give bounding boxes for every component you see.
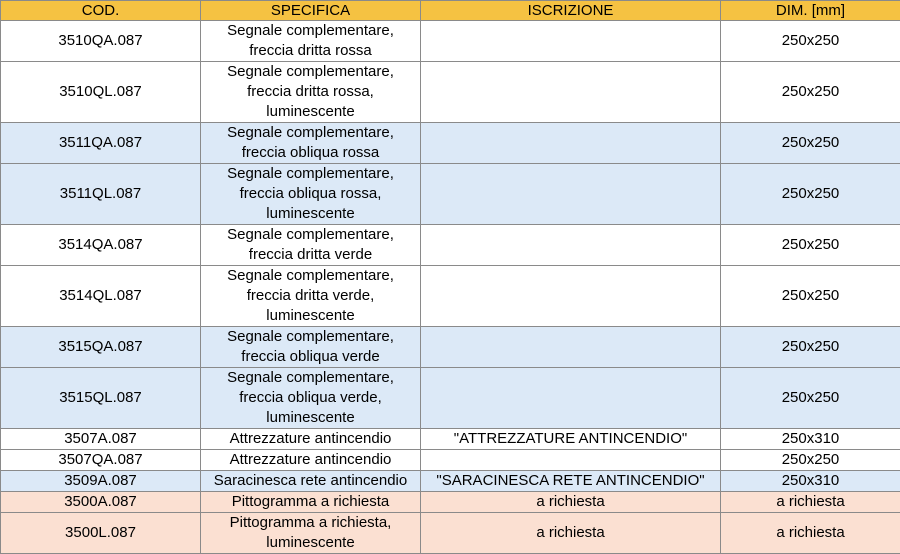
cell-iscrizione xyxy=(421,164,721,225)
table-row xyxy=(1,471,900,492)
cell-dim: a richiesta xyxy=(721,513,900,554)
table-row xyxy=(1,62,900,123)
cell-dim: 250x310 xyxy=(721,471,900,492)
column-header-code: COD. xyxy=(1,1,201,21)
cell-specifica: Attrezzature antincendio xyxy=(201,450,421,471)
cell-specifica: Pittogramma a richiesta xyxy=(201,492,421,513)
cell-iscrizione xyxy=(421,450,721,471)
cell-iscrizione: a richiesta xyxy=(421,492,721,513)
cell-code: 3511QL.087 xyxy=(1,164,201,225)
cell-specifica: Segnale complementare, freccia obliqua verde xyxy=(201,327,421,368)
cell-iscrizione: "SARACINESCA RETE ANTINCENDIO" xyxy=(421,471,721,492)
cell-specifica: Segnale complementare, freccia obliqua verde, luminescente xyxy=(201,368,421,429)
cell-dim: 250x250 xyxy=(721,123,900,164)
table-row xyxy=(1,266,900,327)
column-header-specifica: SPECIFICA xyxy=(201,1,421,21)
cell-iscrizione xyxy=(421,266,721,327)
table-row xyxy=(1,225,900,266)
cell-code: 3500L.087 xyxy=(1,513,201,554)
table-row xyxy=(1,368,900,429)
cell-dim: 250x250 xyxy=(721,62,900,123)
cell-iscrizione xyxy=(421,327,721,368)
cell-specifica: Segnale complementare, freccia obliqua rossa, luminescente xyxy=(201,164,421,225)
table-body xyxy=(1,21,900,554)
cell-dim: 250x250 xyxy=(721,327,900,368)
cell-dim: 250x250 xyxy=(721,21,900,62)
table-row xyxy=(1,429,900,450)
cell-dim: 250x250 xyxy=(721,225,900,266)
cell-iscrizione xyxy=(421,225,721,266)
cell-code: 3515QA.087 xyxy=(1,327,201,368)
header-row xyxy=(1,1,900,21)
cell-dim: 250x250 xyxy=(721,368,900,429)
cell-dim: a richiesta xyxy=(721,492,900,513)
cell-specifica: Segnale complementare, freccia dritta rossa, luminescente xyxy=(201,62,421,123)
cell-iscrizione: "ATTREZZATURE ANTINCENDIO" xyxy=(421,429,721,450)
table-row xyxy=(1,450,900,471)
cell-code: 3510QL.087 xyxy=(1,62,201,123)
cell-code: 3511QA.087 xyxy=(1,123,201,164)
cell-specifica: Saracinesca rete antincendio xyxy=(201,471,421,492)
table-row xyxy=(1,492,900,513)
cell-specifica: Pittogramma a richiesta, luminescente xyxy=(201,513,421,554)
column-header-dim: DIM. [mm] xyxy=(721,1,900,21)
column-header-iscrizione: ISCRIZIONE xyxy=(421,1,721,21)
cell-code: 3500A.087 xyxy=(1,492,201,513)
cell-dim: 250x250 xyxy=(721,266,900,327)
cell-code: 3507QA.087 xyxy=(1,450,201,471)
cell-iscrizione: a richiesta xyxy=(421,513,721,554)
cell-code: 3510QA.087 xyxy=(1,21,201,62)
table-row xyxy=(1,327,900,368)
cell-dim: 250x250 xyxy=(721,450,900,471)
table-row xyxy=(1,21,900,62)
cell-code: 3514QL.087 xyxy=(1,266,201,327)
cell-iscrizione xyxy=(421,21,721,62)
table-row xyxy=(1,513,900,554)
cell-code: 3509A.087 xyxy=(1,471,201,492)
cell-specifica: Segnale complementare, freccia dritta verde xyxy=(201,225,421,266)
cell-specifica: Attrezzature antincendio xyxy=(201,429,421,450)
cell-specifica: Segnale complementare, freccia obliqua rossa xyxy=(201,123,421,164)
cell-dim: 250x250 xyxy=(721,164,900,225)
cell-iscrizione xyxy=(421,123,721,164)
cell-code: 3514QA.087 xyxy=(1,225,201,266)
cell-specifica: Segnale complementare, freccia dritta verde, luminescente xyxy=(201,266,421,327)
table-row xyxy=(1,164,900,225)
cell-dim: 250x310 xyxy=(721,429,900,450)
table-row xyxy=(1,123,900,164)
cell-iscrizione xyxy=(421,368,721,429)
cell-code: 3507A.087 xyxy=(1,429,201,450)
cell-code: 3515QL.087 xyxy=(1,368,201,429)
table-header xyxy=(1,1,900,21)
cell-iscrizione xyxy=(421,62,721,123)
cell-specifica: Segnale complementare, freccia dritta rossa xyxy=(201,21,421,62)
